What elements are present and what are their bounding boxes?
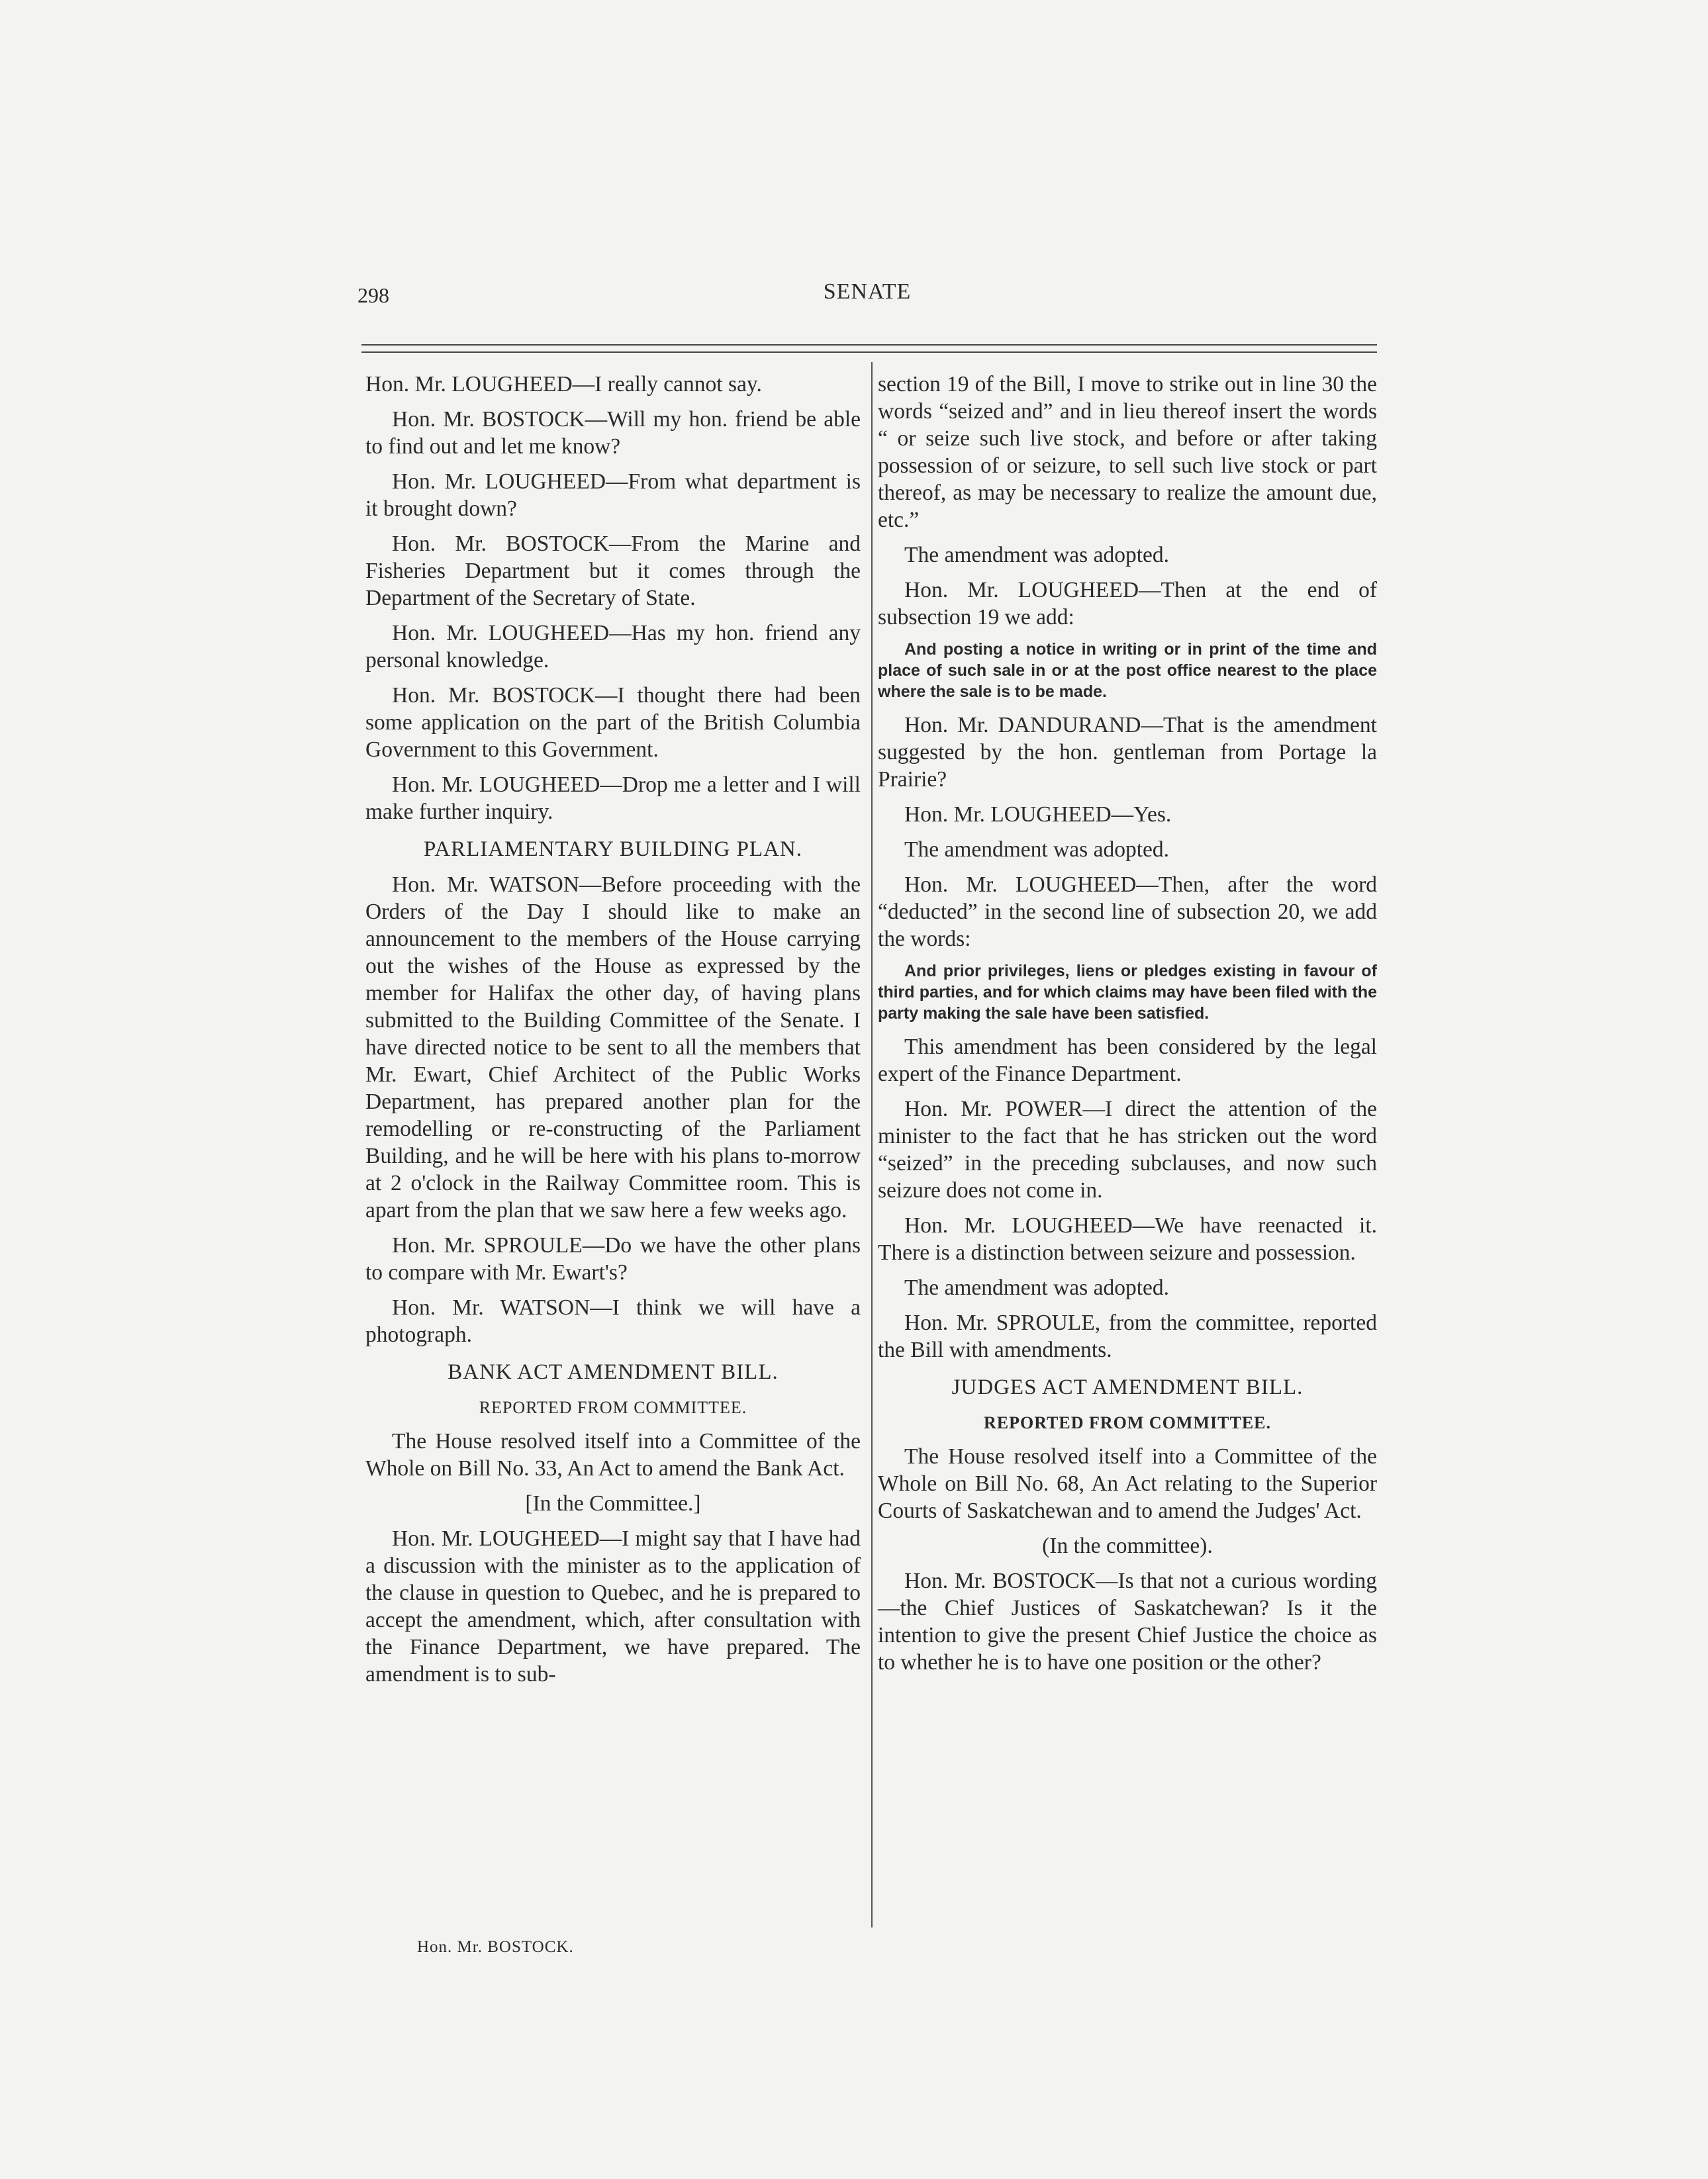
- paragraph: The amendment was adopted.: [904, 543, 1170, 567]
- header-rule-top: [361, 344, 1377, 346]
- section-subheading: REPORTED FROM COMMITTEE.: [983, 1413, 1272, 1432]
- paragraph: Hon. Mr. WATSON—I think we will have a photograph.: [365, 1295, 861, 1347]
- paragraph: Hon. Mr. LOUGHEED—Drop me a letter and I will make further inquiry.: [365, 772, 861, 824]
- paragraph: Hon. Mr. WATSON—Before proceeding with the Orders of the Day I should like to make an announcement to the members of the House carrying out the wishes of the House as expressed by the member for Halifax the other day, of having plans submitted to the Building Committee of the Senate. I have directed notice to be sent to all the members that Mr. Ewart, Chief Architect of the Public Works Department, has prepared another plan for the remodelling or re-constructing of the Parliament Building, and he will be here with his plans to-morrow at 2 o'clock in the Railway Committee room. This is apart from the plan that we saw here a few weeks ago.: [365, 872, 861, 1223]
- paragraph: Hon. Mr. SPROULE—Do we have the other plans to compare with Mr. Ewart's?: [365, 1233, 861, 1285]
- page-number: 298: [357, 283, 389, 307]
- paragraph: Hon. Mr. POWER—I direct the attention of the minister to the fact that he has stricken out the word “seized” in the preceding subclauses, and now such seizure does not come in.: [878, 1097, 1377, 1203]
- page-header: [357, 279, 1377, 323]
- section-subheading: REPORTED FROM COMMITTEE.: [479, 1398, 747, 1417]
- paragraph: The amendment was adopted.: [904, 1275, 1170, 1300]
- section-heading: JUDGES ACT AMENDMENT BILL.: [951, 1375, 1304, 1399]
- paragraph: This amendment has been considered by the legal expert of the Finance Department.: [878, 1035, 1377, 1086]
- header-rule-bottom: [361, 351, 1377, 353]
- paragraph: section 19 of the Bill, I move to strike out in line 30 the words “seized and” and in lieu thereof insert the words “ or seize such live stock, and before or after taking possession of or seizure, to sell such live stock or part thereof, as may be necessary to realize the amount due, etc.”: [878, 372, 1377, 532]
- section-heading: BANK ACT AMENDMENT BILL.: [448, 1360, 779, 1384]
- amendment-quote: And prior privileges, liens or pledges existing in favour of third parties, and for which claims may have been filed with the party making the sale have been satisfied.: [878, 962, 1377, 1023]
- paragraph: Hon. Mr. DANDURAND—That is the amendment suggested by the hon. gentleman from Portage la Prairie?: [878, 713, 1377, 792]
- paragraph: The House resolved itself into a Committee of the Whole on Bill No. 33, An Act to amend the Bank Act.: [365, 1429, 861, 1481]
- paragraph: Hon. Mr. LOUGHEED—Then at the end of subsection 19 we add:: [878, 578, 1377, 629]
- paragraph: Hon. Mr. LOUGHEED—I really cannot say.: [365, 372, 762, 396]
- section-heading: PARLIAMENTARY BUILDING PLAN.: [423, 837, 803, 861]
- right-column: [878, 371, 1377, 1684]
- paragraph: Hon. Mr. LOUGHEED—We have reenacted it. There is a distinction between seizure and possession.: [878, 1213, 1377, 1265]
- committee-note: (In the committee).: [1042, 1534, 1213, 1558]
- paragraph: Hon. Mr. LOUGHEED—Has my hon. friend any personal knowledge.: [365, 621, 861, 672]
- paragraph: The House resolved itself into a Committee of the Whole on Bill No. 68, An Act relating to the Superior Courts of Saskatchewan and to amend the Judges' Act.: [878, 1444, 1377, 1523]
- running-head: SENATE: [823, 279, 912, 304]
- paragraph: The amendment was adopted.: [904, 837, 1170, 862]
- paragraph: Hon. Mr. BOSTOCK—I thought there had been some application on the part of the British Columbia Government to this Government.: [365, 683, 861, 762]
- paragraph: Hon. Mr. BOSTOCK—From the Marine and Fisheries Department but it comes through the Department of the Secretary of State.: [365, 532, 861, 610]
- left-column: [365, 371, 861, 1696]
- amendment-quote: And posting a notice in writing or in print of the time and place of such sale in or at the post office nearest to the place where the sale is to be made.: [878, 640, 1377, 701]
- committee-note: [In the Committee.]: [525, 1491, 701, 1516]
- paragraph: Hon. Mr. BOSTOCK—Is that not a curious wording—the Chief Justices of Saskatchewan? Is it the intention to give the present Chief Justice the choice as to whether he is to have one position or the other?: [878, 1569, 1377, 1675]
- paragraph: Hon. Mr. LOUGHEED—Yes.: [904, 802, 1172, 827]
- paragraph: Hon. Mr. SPROULE, from the committee, reported the Bill with amendments.: [878, 1311, 1377, 1362]
- paragraph: Hon. Mr. LOUGHEED—I might say that I have had a discussion with the minister as to the application of the clause in question to Quebec, and he is prepared to accept the amendment, which, after consultation with the Finance Department, we have prepared. The amendment is to sub-: [365, 1526, 861, 1687]
- paragraph: Hon. Mr. LOUGHEED—From what department is it brought down?: [365, 469, 861, 521]
- paragraph: Hon. Mr. LOUGHEED—Then, after the word “deducted” in the second line of subsection 20, we add the words:: [878, 872, 1377, 951]
- paragraph: Hon. Mr. BOSTOCK—Will my hon. friend be able to find out and let me know?: [365, 407, 861, 459]
- footer-note: Hon. Mr. BOSTOCK.: [417, 1938, 574, 1956]
- column-divider: [871, 362, 873, 1927]
